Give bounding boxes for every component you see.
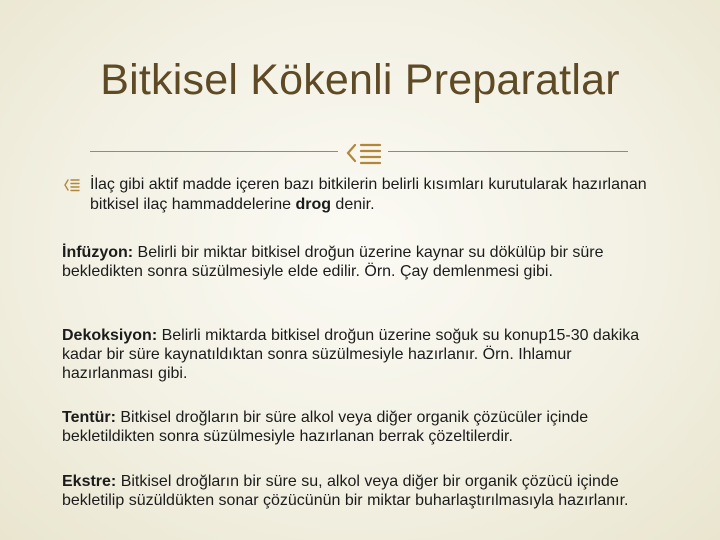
list-lines-icon [345, 140, 383, 166]
definition-text: Belirli bir miktar bitkisel droğun üzerine kaynar su dökülüp bir süre bekledikten sonra süzülmesiyle elde edilir. Örn. Çay demlenmesi gibi. [62, 244, 604, 280]
definition-term: Dekoksiyon: [62, 327, 158, 344]
bullet-list-icon [64, 178, 80, 192]
title-divider-right [388, 151, 628, 152]
intro-bullet [64, 175, 664, 215]
definition-text: Belirli miktarda bitkisel droğun üzerine soğuk su konup15-30 dakika kadar bir süre kaynatıldıktan sonra süzülmesiyle hazırlanır. Örn. Ihlamur hazırlanması gibi. [62, 327, 640, 382]
definition-infuzyon [62, 243, 662, 281]
definition-dekoksiyon [62, 326, 662, 383]
slide-title: Bitkisel Kökenli Preparatlar [100, 56, 620, 104]
definition-ekstre [62, 472, 662, 510]
drog-term: drog [295, 196, 331, 213]
definition-term: Ekstre: [62, 473, 117, 490]
definition-term: İnfüzyon: [62, 244, 134, 261]
title-divider-left [90, 151, 338, 152]
definition-text: Bitkisel droğların bir süre alkol veya diğer organik çözücüler içinde bekletildikten sonra süzülmesiyle hazırlanan berrak çözeltilerdir. [62, 409, 589, 445]
intro-text: İlaç gibi aktif madde içeren bazı bitkilerin belirli kısımları kurutularak hazırlanan bitkisel ilaç hammaddelerine drog denir. [90, 176, 647, 213]
definition-tentur [62, 408, 662, 446]
definition-term: Tentür: [62, 409, 116, 426]
definition-text: Bitkisel droğların bir süre su, alkol veya diğer bir organik çözücü içinde bekletilip süzüldükten sonar çözücünün bir miktar buharlaştırılmasıyla hazırlanır. [62, 473, 629, 509]
